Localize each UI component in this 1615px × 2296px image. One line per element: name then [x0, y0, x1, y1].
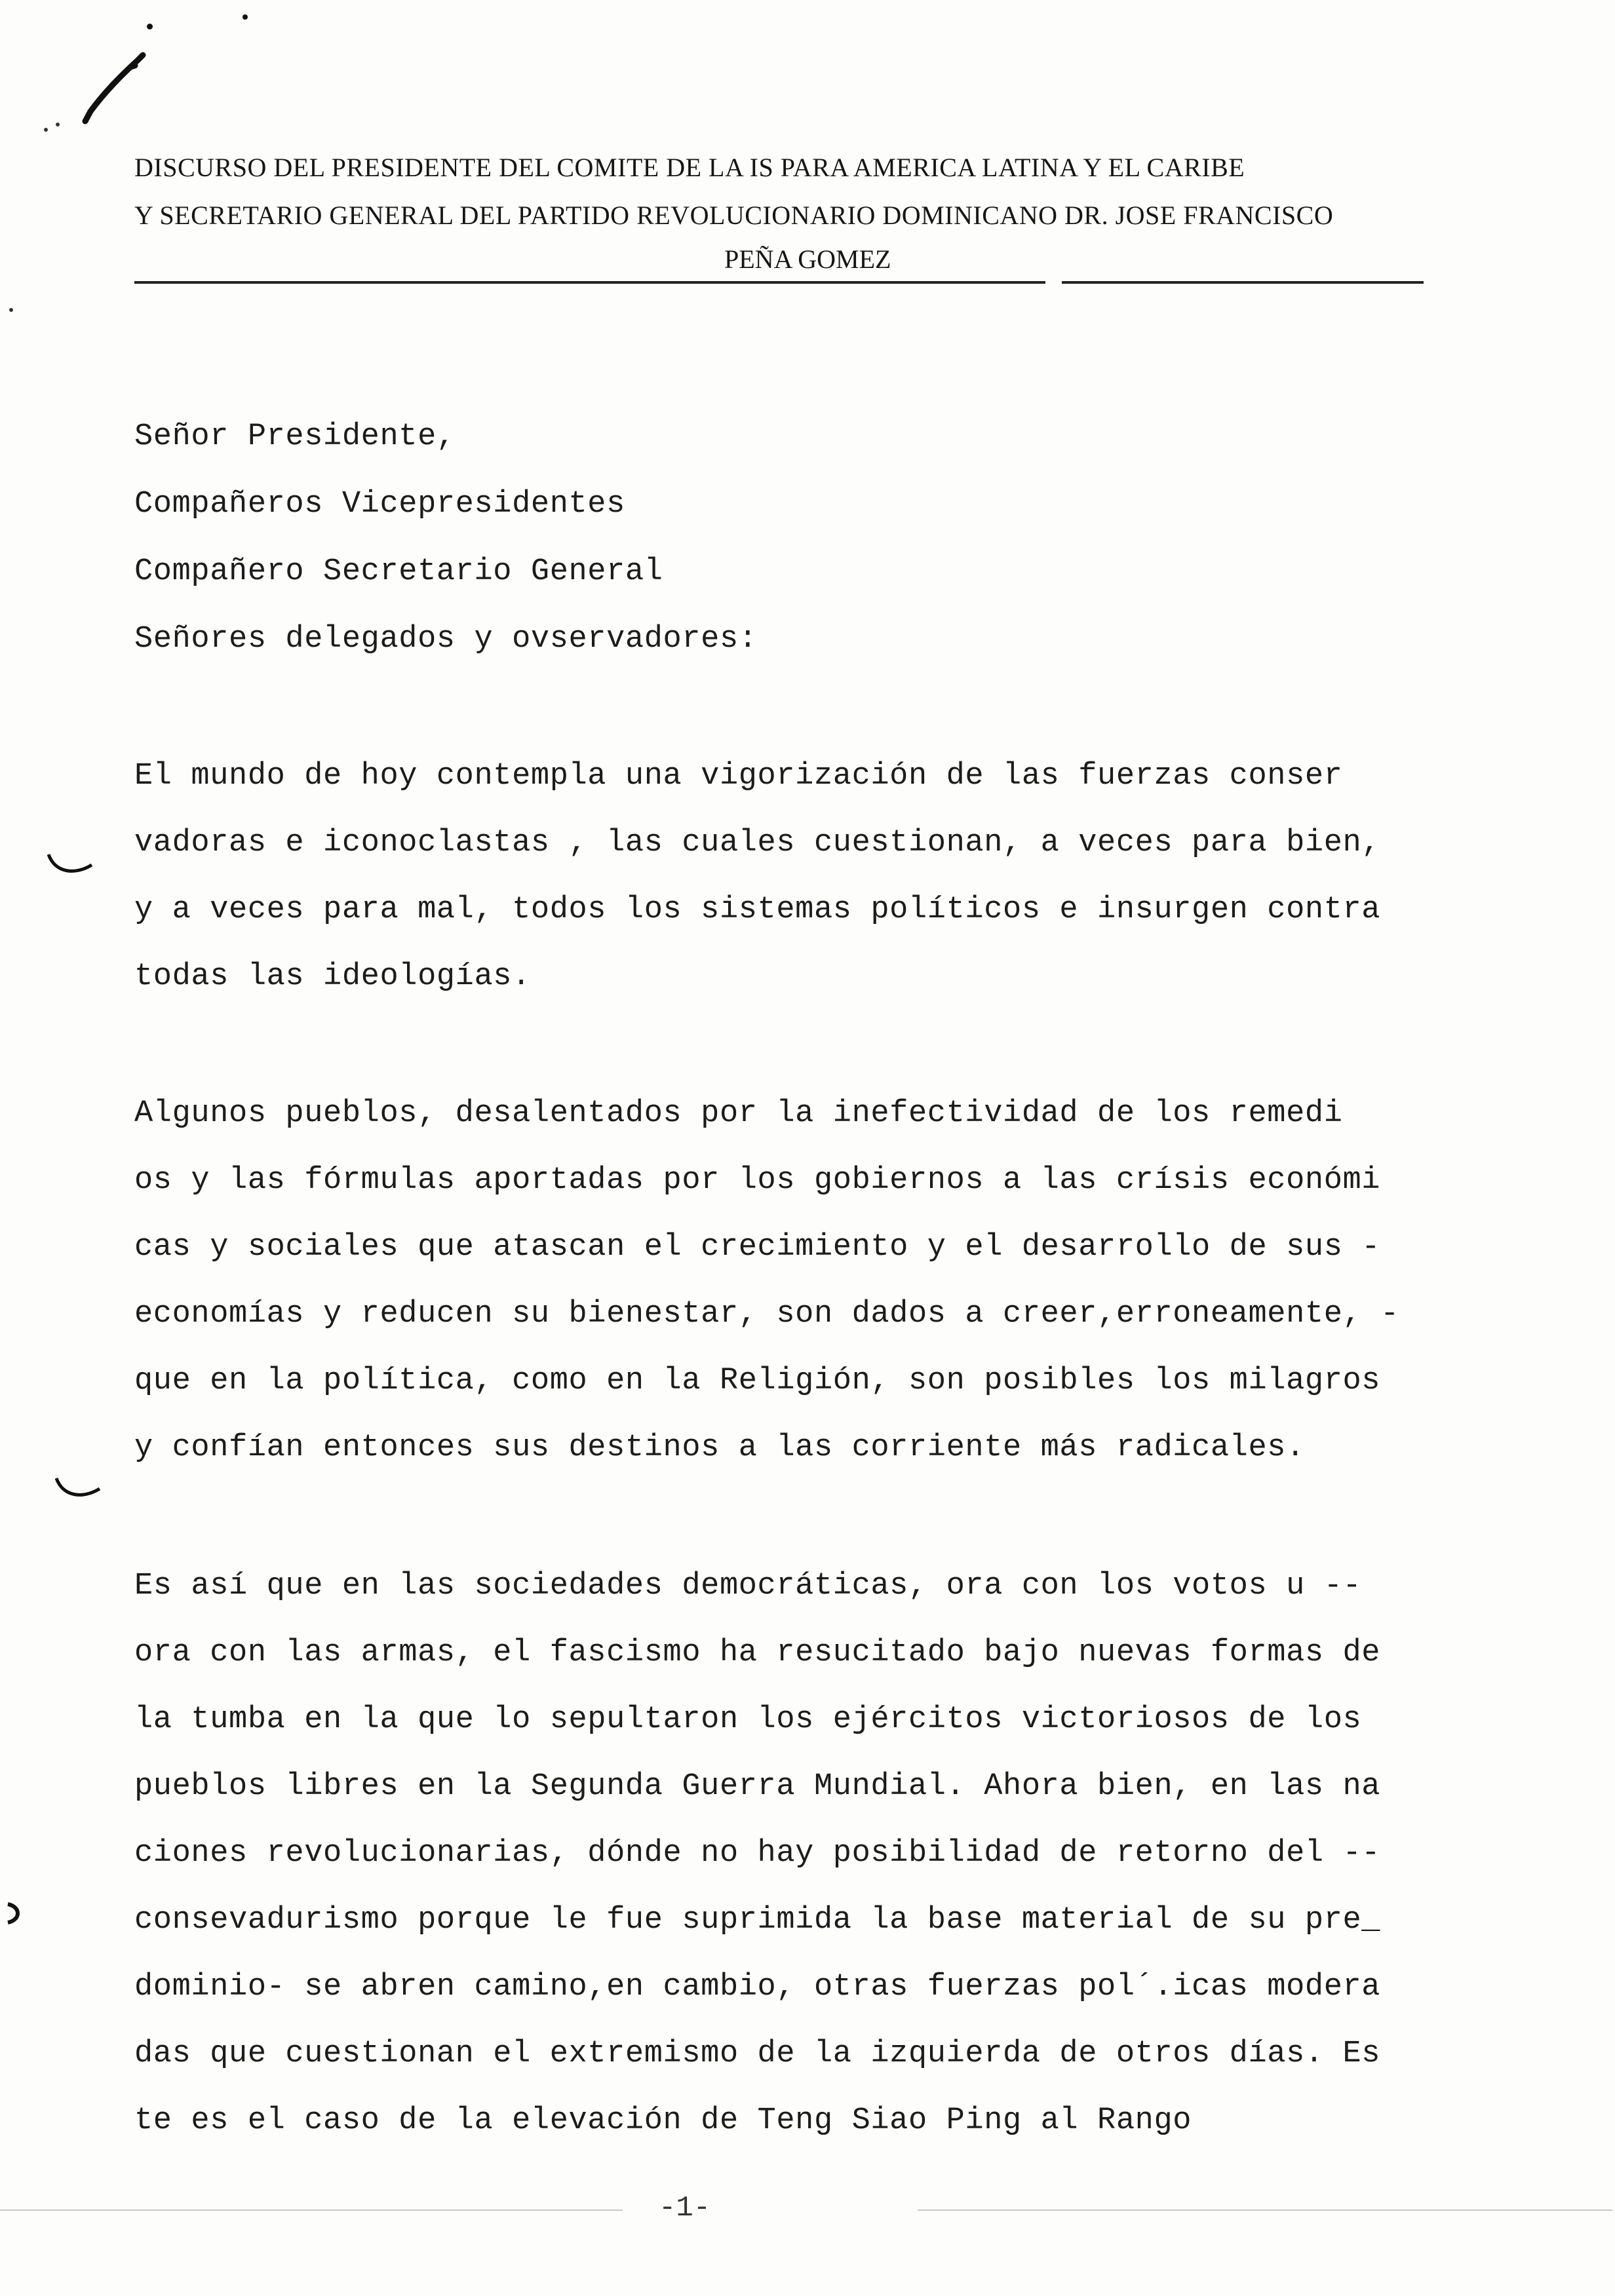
- header-line-1: DISCURSO DEL PRESIDENTE DEL COMITE DE LA IS PARA AMERICA LATINA Y EL CARIBE: [134, 153, 1245, 182]
- margin-bracket-mark: [45, 849, 97, 882]
- paragraph-2-line: que en la política, como en la Religión, son posibles los milagros: [134, 1364, 1381, 1398]
- salutation-line: Señores delegados y ovservadores:: [134, 622, 758, 657]
- header-rule-right: [1062, 281, 1424, 284]
- paragraph-3-line: das que cuestionan el extremismo de la izquierda de otros días. Es: [134, 2037, 1381, 2071]
- paragraph-3-line: consevadurismo porque le fue suprimida la base material de su pre_: [134, 1903, 1381, 1938]
- paragraph-3-line: te es el caso de la elevación de Teng Siao Ping al Rango: [134, 2103, 1192, 2138]
- header-line-2: Y SECRETARIO GENERAL DEL PARTIDO REVOLUCIONARIO DOMINICANO DR. JOSE FRANCISCO: [134, 201, 1334, 230]
- paragraph-2-line: os y las fórmulas aportadas por los gobiernos a las crísis económi: [134, 1163, 1381, 1198]
- paragraph-3-line: Es así que en las sociedades democráticas, ora con los votos u --: [134, 1569, 1362, 1603]
- paragraph-2-line: economías y reducen su bienestar, son dados a creer,erroneamente, -: [134, 1297, 1399, 1331]
- salutation-line: Señor Presidente,: [134, 419, 456, 454]
- paragraph-2-line: y confían entonces sus destinos a las corriente más radicales.: [134, 1430, 1305, 1465]
- paragraph-1-line: todas las ideologías.: [134, 959, 531, 994]
- paragraph-3-line: pueblos libres en la Segunda Guerra Mundial. Ahora bien, en las na: [134, 1769, 1381, 1804]
- paragraph-3-line: ora con las armas, el fascismo ha resucitado bajo nuevas formas de: [134, 1636, 1381, 1670]
- margin-bracket-mark: [1, 1900, 34, 1926]
- paragraph-3-line: ciones revolucionarias, dónde no hay posibilidad de retorno del --: [134, 1836, 1381, 1871]
- paragraph-1-line: vadoras e iconoclastas , las cuales cuestionan, a veces para bien,: [134, 826, 1381, 860]
- paragraph-2-line: Algunos pueblos, desalentados por la inefectividad de los remedi: [134, 1096, 1343, 1131]
- paragraph-2-line: cas y sociales que atascan el crecimiento y el desarrollo de sus -: [134, 1230, 1381, 1265]
- header-author-name: PEÑA GOMEZ: [724, 244, 891, 274]
- dot-mark: [9, 308, 13, 312]
- dot-mark: [147, 24, 153, 29]
- paragraph-3-line: dominio- se abren camino,en cambio, otras fuerzas pol´.icas modera: [134, 1970, 1381, 2004]
- salutation-line: Compañeros Vicepresidentes: [134, 487, 625, 522]
- pen-stroke-mark: [39, 46, 151, 144]
- paragraph-3-line: la tumba en la que lo sepultaron los ejércitos victoriosos de los: [134, 1702, 1362, 1737]
- page-number: -1-: [659, 2192, 711, 2225]
- dot-mark: [243, 14, 248, 20]
- margin-bracket-mark: [52, 1473, 105, 1506]
- scan-noise: [918, 2210, 1612, 2211]
- header-rule-left: [134, 281, 1045, 284]
- salutation-line: Compañero Secretario General: [134, 554, 663, 589]
- paragraph-1-line: y a veces para mal, todos los sistemas políticos e insurgen contra: [134, 892, 1381, 927]
- scan-noise: [0, 2210, 623, 2211]
- paragraph-1-line: El mundo de hoy contempla una vigorización de las fuerzas conser: [134, 759, 1343, 794]
